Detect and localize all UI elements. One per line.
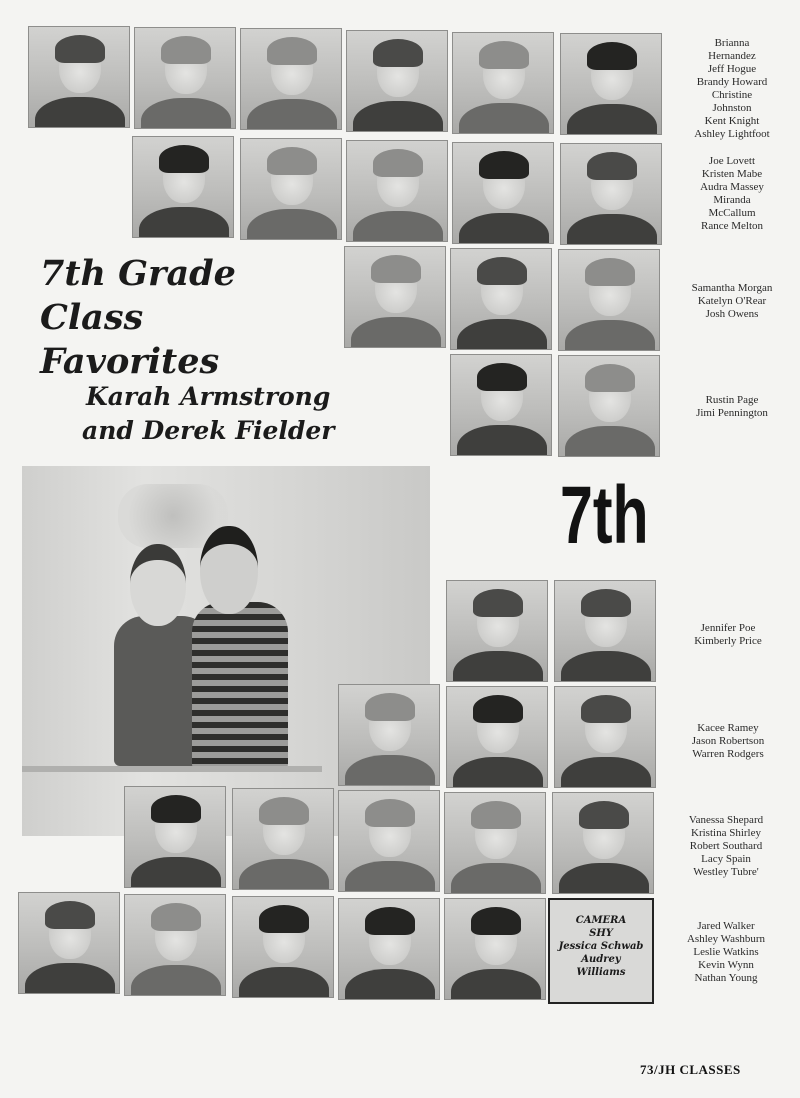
name-list: Jennifer Poe Kimberly Price bbox=[694, 622, 762, 647]
student-portrait bbox=[446, 580, 548, 682]
name-list: Samantha Morgan Katelyn O'Rear Josh Owens bbox=[691, 282, 773, 320]
student-portrait bbox=[28, 26, 130, 128]
student-portrait bbox=[554, 686, 656, 788]
student-portrait bbox=[240, 138, 342, 240]
student-portrait bbox=[558, 249, 660, 351]
student-portrait bbox=[560, 143, 662, 245]
student-portrait bbox=[444, 898, 546, 1000]
student-portrait bbox=[446, 686, 548, 788]
student-portrait bbox=[124, 786, 226, 888]
student-portrait bbox=[232, 896, 334, 998]
student-portrait bbox=[344, 246, 446, 348]
student-portrait bbox=[450, 354, 552, 456]
student-portrait bbox=[134, 27, 236, 129]
student-portrait bbox=[552, 792, 654, 894]
name-list: Vanessa Shepard Kristina Shirley Robert Southard Lacy Spain Westley Tubre' bbox=[688, 814, 764, 878]
student-portrait bbox=[560, 33, 662, 135]
student-portrait bbox=[18, 892, 120, 994]
camera-shy-box: CAMERA SHY Jessica Schwab Audrey Williams bbox=[548, 898, 654, 1004]
class-favorites-title: 7th Grade Class Favorites bbox=[40, 253, 236, 382]
student-portrait bbox=[558, 355, 660, 457]
student-portrait bbox=[338, 790, 440, 892]
student-portrait bbox=[452, 32, 554, 134]
student-portrait bbox=[450, 248, 552, 350]
student-portrait bbox=[554, 580, 656, 682]
name-list: Brianna Hernandez Jeff Hogue Brandy Howard Christine Johnston Kent Knight Ashley Lightfoot bbox=[694, 37, 770, 140]
student-portrait bbox=[232, 788, 334, 890]
name-list: Jared Walker Ashley Washburn Leslie Watkins Kevin Wynn Nathan Young bbox=[686, 920, 766, 984]
student-portrait bbox=[338, 684, 440, 786]
name-list: Rustin Page Jimi Pennington bbox=[696, 394, 768, 419]
student-portrait bbox=[132, 136, 234, 238]
name-list: Joe Lovett Kristen Mabe Audra Massey Miranda McCallum Rance Melton bbox=[700, 155, 764, 232]
name-list: Kacee Ramey Jason Robertson Warren Rodgers bbox=[691, 722, 765, 760]
student-portrait bbox=[124, 894, 226, 996]
student-portrait bbox=[346, 30, 448, 132]
student-portrait bbox=[444, 792, 546, 894]
student-portrait bbox=[346, 140, 448, 242]
student-portrait bbox=[452, 142, 554, 244]
student-portrait bbox=[240, 28, 342, 130]
student-portrait bbox=[338, 898, 440, 1000]
class-favorites-names: Karah Armstrong and Derek Fielder bbox=[82, 382, 335, 445]
page-footer: 73/JH CLASSES bbox=[640, 1062, 741, 1077]
grade-heading: 7th bbox=[560, 470, 649, 561]
